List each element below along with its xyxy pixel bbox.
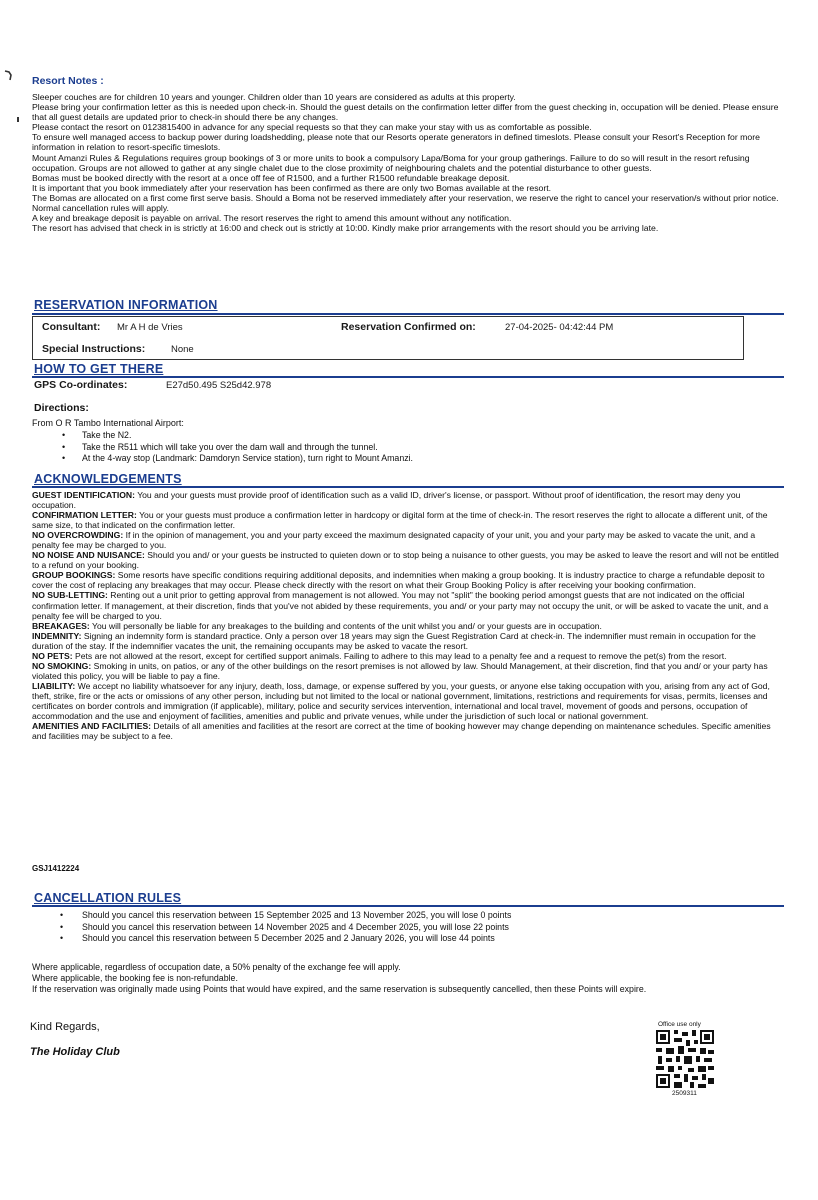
ack-label: NO OVERCROWDING: bbox=[32, 530, 124, 541]
list-item: • Should you cancel this reservation between 15 September 2025 and 13 November 2025, you will lose 0 points bbox=[60, 910, 511, 922]
cancellation-note: If the reservation was originally made using Points that would have expired, and the same reservation is subsequently cancelled, then these Points will expire. bbox=[32, 983, 647, 994]
ack-label: AMENITIES AND FACILITIES: bbox=[32, 721, 152, 732]
consultant-label: Consultant: bbox=[42, 321, 101, 333]
directions-label: Directions: bbox=[34, 402, 89, 414]
ack-label: CONFIRMATION LETTER: bbox=[32, 510, 137, 521]
directions-list bbox=[62, 430, 413, 465]
list-item: • Should you cancel this reservation between 14 November 2025 and 4 December 2025, you will lose 22 points bbox=[60, 922, 511, 934]
acknowledgements-heading: ACKNOWLEDGEMENTS bbox=[34, 472, 182, 486]
cancellation-divider bbox=[32, 905, 784, 907]
ack-item bbox=[32, 621, 784, 631]
ack-item bbox=[32, 590, 784, 620]
ack-item bbox=[32, 651, 784, 661]
ack-text: If in the opinion of management, you and your party exceed the maximum designated capacity of your unit, you and your party may be asked to vacate the unit, and a penalty fee may be charged to you. bbox=[32, 530, 756, 551]
list-item: • Should you cancel this reservation between 5 December 2025 and 2 January 2026, you will lose 44 points bbox=[60, 933, 511, 945]
cancellation-list bbox=[60, 910, 511, 945]
ack-text: Some resorts have specific conditions requiring additional deposits, and indemnities when making a group booking. It is industry practice to charge a refundable deposit to cover the cost of replacing any breakages that may occur. Please check directly with the resort on what their Group Booking Policy is after receiving your booking confirmation. bbox=[32, 570, 765, 591]
gps-label: GPS Co-ordinates: bbox=[34, 379, 128, 391]
ack-item bbox=[32, 721, 784, 741]
list-item: • Take the R511 which will take you over the dam wall and through the tunnel. bbox=[62, 442, 413, 454]
ack-item bbox=[32, 530, 784, 550]
company-name: The Holiday Club bbox=[30, 1046, 120, 1058]
ack-label: GROUP BOOKINGS: bbox=[32, 570, 116, 581]
confirmed-label: Reservation Confirmed on: bbox=[341, 321, 476, 333]
how-to-get-there-divider bbox=[32, 376, 784, 378]
resort-notes bbox=[32, 75, 784, 233]
ack-text: You or your guests must produce a confirmation letter in hardcopy or digital form at the time of check-in. The resort reserves the right to allocate a different unit, of the same size, to that indicated on the confirmation letter. bbox=[32, 510, 768, 531]
confirmed-value: 27-04-2025- 04:42:44 PM bbox=[505, 322, 614, 333]
cancellation-note: Where applicable, regardless of occupation date, a 50% penalty of the exchange fee will apply. bbox=[32, 962, 401, 972]
acknowledgements-list bbox=[32, 490, 784, 741]
resort-note: To ensure well managed access to backup power during loadshedding, please note that our Resorts operate generators in defined timeslots. Please consult your Resort's Reception for more information in relation to resort-specific timeslots. bbox=[32, 132, 760, 153]
ack-label: BREAKAGES: bbox=[32, 620, 90, 631]
ack-label: LIABILITY: bbox=[32, 680, 76, 691]
ack-label: NO NOISE AND NUISANCE: bbox=[32, 550, 145, 561]
ack-text: We accept no liability whatsoever for any injury, death, loss, damage, or expense suffered by you, your guests, or anyone else taking occupation with you, arising from any act of God, theft, strike, fire or the acts or omissions of any other person, including but not limited to the local or national government, limitations, restrictions and requirements for visas, permits, licenses and certificates on border controls and immigration (if applicable), military, police and security services intervention, international and local travel, movement of goods and persons, occupation of accommodation and the use and enjoyment of facilities, amenities and public and private venues, while under the jurisdiction of such local or national government. bbox=[32, 680, 770, 722]
reservation-divider bbox=[32, 313, 784, 315]
reservation-heading: RESERVATION INFORMATION bbox=[34, 298, 218, 312]
ack-label: INDEMNITY: bbox=[32, 630, 82, 641]
cancellation-heading: CANCELLATION RULES bbox=[34, 891, 182, 905]
resort-note: It is important that you book immediately after your reservation has been confirmed as there are only two Bomas available at the resort. bbox=[32, 182, 552, 193]
resort-note: The resort has advised that check in is strictly at 16:00 and check out is strictly at 10:00. Kindly make prior arrangements with the resort should you be arriving late. bbox=[32, 223, 659, 234]
scan-dot-icon bbox=[16, 117, 20, 123]
resort-note: Sleeper couches are for children 10 years and younger. Children older than 10 years are considered as adults at this property. bbox=[32, 92, 516, 102]
kind-regards: Kind Regards, bbox=[30, 1021, 100, 1033]
resort-note: Bomas must be booked directly with the resort at a once off fee of R1500, and a further R1500 refundable breakage deposit. bbox=[32, 172, 510, 183]
special-instructions-value: None bbox=[171, 344, 194, 355]
booking-reference: GSJ1412224 bbox=[32, 864, 80, 873]
ack-item bbox=[32, 490, 784, 510]
ack-item bbox=[32, 661, 784, 681]
how-to-get-there-heading: HOW TO GET THERE bbox=[34, 362, 164, 376]
resort-note: The Bomas are allocated on a first come first serve basis. Should a Boma not be reserved immediately after your reservation, we reserve the right to cancel your reservation/s without prior notice. Normal cancellation rules will apply. bbox=[32, 192, 779, 214]
consultant-value: Mr A H de Vries bbox=[117, 322, 183, 333]
ack-text: Renting out a unit prior to getting approval from management is not allowed. You may not "split" the booking period amongst guests that are not indicated on the official confirmation letter. If management, at their discretion, finds that you've not abided by these requirements, you and/ or your party may not occupy the unit, or will be asked to vacate the unit, and a penalty fee will be charged to you. bbox=[32, 590, 769, 621]
reservation-box bbox=[32, 316, 744, 360]
ack-text: Smoking in units, on patios, or any of the other buildings on the resort premises is not allowed by law. Should Management, at their discretion, find that you and/ or your party has violated this policy, you will be liable to pay a fine. bbox=[32, 660, 768, 681]
ack-text: Signing an indemnity form is standard practice. Only a person over 18 years may sign the Guest Registration Card at check-in. The indemnifier must remain in occupation for the duration of the stay. If the indemnifier vacates the unit, the remaining occupants may be asked to vacate the resort. bbox=[32, 630, 756, 651]
ack-text: Should you and/ or your guests be instructed to quieten down or to stop being a nuisance to other guests, you may be asked to leave the resort and will not be entitled to a refund on your booking. bbox=[32, 550, 779, 571]
gps-value: E27d50.495 S25d42.978 bbox=[166, 380, 272, 391]
resort-note: A key and breakage deposit is payable on arrival. The resort reserves the right to amend this amount without any notification. bbox=[32, 213, 512, 224]
resort-note: Please bring your confirmation letter as this is needed upon check-in. Should the guest details on the confirmation letter differ from the guest checking in, occupation will be denied. Please ensure that all guest details are updated prior to check-in should there be any changes. bbox=[32, 102, 779, 123]
scan-mark-icon bbox=[4, 70, 14, 82]
ack-item bbox=[32, 570, 784, 590]
directions-from: From O R Tambo International Airport: bbox=[32, 418, 184, 428]
office-code: 2509311 bbox=[672, 1090, 697, 1097]
ack-item bbox=[32, 681, 784, 721]
ack-text: You and your guests must provide proof of identification such as a valid ID, driver's license, or passport. Without proof of identification, the resort may deny you occupation. bbox=[32, 490, 741, 511]
office-use-label: Office use only bbox=[658, 1021, 701, 1028]
cancellation-note: Where applicable, the booking fee is non-refundable. bbox=[32, 972, 238, 983]
ack-item bbox=[32, 550, 784, 570]
ack-label: NO PETS: bbox=[32, 650, 73, 661]
ack-item bbox=[32, 510, 784, 530]
acknowledgements-divider bbox=[32, 486, 784, 488]
list-item: • At the 4-way stop (Landmark: Damdoryn Service station), turn right to Mount Amanzi. bbox=[62, 453, 413, 465]
ack-item bbox=[32, 631, 784, 651]
ack-label: GUEST IDENTIFICATION: bbox=[32, 490, 135, 500]
ack-text: Details of all amenities and facilities at the resort are correct at the time of booking however may change depending on maintenance schedules. Specific amenities and facilities may be subject to a fee. bbox=[32, 721, 771, 742]
resort-note: Mount Amanzi Rules & Regulations requires group bookings of 3 or more units to book a compulsory Lapa/Boma for your group gatherings. Failure to do so will result in the resort refusing occupation. Groups are not allowed to gather at any single chalet due to the close proximity of neighbouring chalets and the potential disturbance to other guests. bbox=[32, 152, 750, 173]
ack-text: Pets are not allowed at the resort, except for certified support animals. Failing to adhere to this may lead to a penalty fee and a request to remove the pet(s) from the resort. bbox=[72, 650, 727, 661]
list-item: • Take the N2. bbox=[62, 430, 413, 442]
ack-label: NO SUB-LETTING: bbox=[32, 590, 108, 601]
special-instructions-label: Special Instructions: bbox=[42, 343, 146, 355]
resort-note: Please contact the resort on 0123815400 in advance for any special requests so that they can make your stay with us as comfortable as possible. bbox=[32, 122, 592, 133]
ack-label: NO SMOKING: bbox=[32, 660, 92, 671]
cancellation-notes bbox=[32, 962, 784, 994]
ack-text: You will personally be liable for any breakages to the building and contents of the unit whilst you and/ or your guests are in occupation. bbox=[89, 620, 602, 631]
qr-code-icon bbox=[656, 1030, 714, 1088]
resort-notes-title: Resort Notes : bbox=[32, 75, 104, 87]
